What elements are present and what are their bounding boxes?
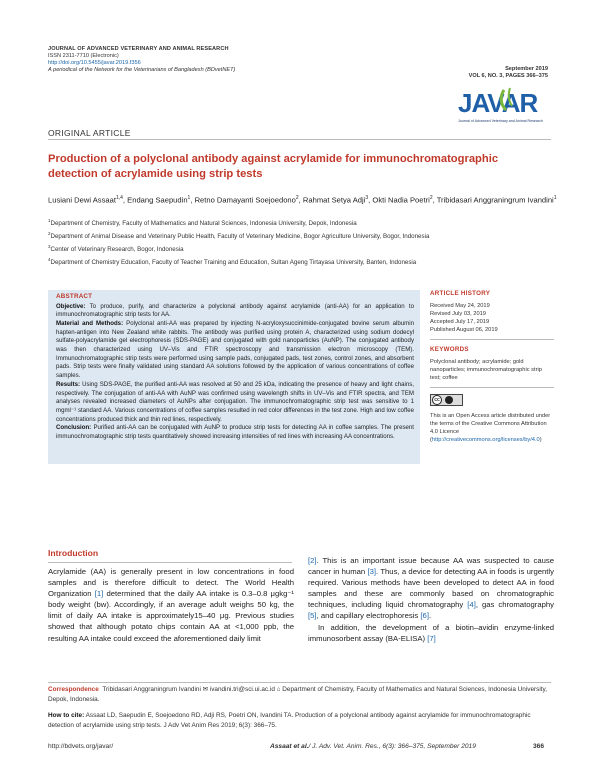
affiliation-number: 2 bbox=[48, 231, 51, 237]
ref-link[interactable]: [5] bbox=[308, 611, 317, 621]
by-icon bbox=[445, 396, 453, 404]
ref-link[interactable]: [4] bbox=[467, 600, 476, 610]
author-affiliation-mark: 3 bbox=[365, 195, 369, 201]
divider bbox=[430, 339, 554, 340]
correspondence-text: Tribidasari Anggraningrum Ivandini ✉ ivandini.tri@sci.ui.ac.id ⌂ Department of Chemistry, Faculty of Mathematics and Natural Sciences, Indonesia University, Depok, Indonesia. bbox=[48, 686, 548, 703]
keywords-text: Polyclonal antibody; acrylamide; gold nanoparticles; immunochromatographic strip test; coffee bbox=[430, 359, 542, 381]
author-name: Tribidasari Anggraningrum Ivandini bbox=[436, 195, 554, 205]
affiliation-list bbox=[48, 216, 558, 268]
author-name: Lusiani Dewi Assaat bbox=[48, 195, 116, 205]
footer-url[interactable]: http://bdvets.org/javar/ bbox=[48, 743, 114, 750]
conclusion-label: Conclusion: bbox=[56, 424, 92, 432]
abstract-body bbox=[56, 303, 414, 442]
ref-link[interactable]: [7] bbox=[427, 633, 436, 643]
objective-text: To produce, purify, and characterize a polyclonal antibody against acrylamide (anti-AA) for an application to immunochromatographic strip tests for AA. bbox=[56, 302, 414, 319]
revised-date: Revised July 03, 2019 bbox=[430, 311, 486, 317]
affiliation-text: Department of Chemistry, Faculty of Mathematics and Natural Sciences, Indonesia University, Depok, Indonesia bbox=[50, 220, 357, 228]
affiliation-item bbox=[48, 229, 558, 242]
periodical-line: A periodical of the Network for the Veterinarians of Bangladesh (BDvetNET) bbox=[48, 67, 236, 73]
article-type: ORIGINAL ARTICLE bbox=[48, 128, 131, 138]
footer-citation bbox=[270, 743, 476, 750]
intro-paragraph bbox=[308, 622, 554, 644]
accepted-date: Accepted July 17, 2019 bbox=[430, 319, 490, 325]
ref-link[interactable]: [6] bbox=[420, 611, 429, 621]
how-to-cite-text: Assaat LD, Saepudin E, Soejoedono RD, Adji RS, Poetri ON, Ivandini TA. Production of a polyclonal antibody against acrylamide for immunochromatographic detection of acrylamide using strip tests. J Adv Vet Anim Res 2019; 6(3): 366–75. bbox=[48, 712, 531, 729]
correspondence bbox=[48, 685, 554, 704]
ref-link[interactable]: [2] bbox=[308, 556, 317, 565]
objective-label: Objective: bbox=[56, 302, 86, 310]
how-to-cite-label: How to cite: bbox=[48, 712, 85, 719]
issue-date: September 2019 bbox=[505, 66, 548, 72]
svg-text:JAVAR: JAVAR bbox=[458, 88, 538, 118]
published-date: Published August 06, 2019 bbox=[430, 327, 498, 333]
page-number: 366 bbox=[533, 743, 545, 750]
divider bbox=[430, 387, 554, 388]
affiliation-text: Department of Chemistry Education, Faculty of Teacher Training and Education, Sultan Ageng Tirtayasa University, Banten, Indonesia bbox=[50, 259, 417, 267]
affiliation-text: Department of Animal Disease and Veterinary Public Health, Faculty of Veterinary Medicine, Bogor Agriculture University, Bogor, Indonesia bbox=[50, 233, 430, 241]
conclusion-text: Purified anti-AA can be conjugated with AuNP to produce strip tests for detecting AA in coffee samples. The present immunochromatographic strip tests quantitatively showed increasing intensities of red lines with increasing AA concentrations. bbox=[56, 424, 414, 441]
license-text bbox=[430, 412, 554, 444]
abstract-box bbox=[48, 290, 420, 464]
author-affiliation-mark: 2 bbox=[429, 195, 433, 201]
divider bbox=[48, 562, 292, 563]
results-label: Results: bbox=[56, 380, 81, 388]
intro-text: . This is an important issue because AA was suspected to cause cancer in human bbox=[308, 556, 554, 577]
affiliation-item bbox=[48, 255, 558, 268]
history-heading: ARTICLE HISTORY bbox=[430, 290, 491, 297]
affiliation-number: 4 bbox=[48, 257, 51, 263]
author-name: Okti Nadia Poetri bbox=[372, 195, 430, 205]
intro-text: . bbox=[428, 611, 432, 621]
author-list: Lusiani Dewi Assaat$^{1,4}$, Endang Saepudin$^1$, Retno Damayanti Soejoedono$^2$, Rahmat Setya Adji$^3$, Okti Nadia Poetri$^2$, Tribidasari Anggraningrum Ivandini$^1$ bbox=[48, 195, 557, 205]
keywords-heading: KEYWORDS bbox=[430, 346, 469, 353]
methods-label: Material and Methods: bbox=[56, 319, 124, 327]
article-title: Production of a polyclonal antibody against acrylamide for immunochromatographic detection of acrylamide using strip tests bbox=[48, 153, 499, 180]
author-affiliation-mark: 1,4 bbox=[115, 195, 123, 201]
svg-text:Journal of Advanced Veterinary: Journal of Advanced Veterinary and Animal Research bbox=[458, 119, 543, 123]
issue-info bbox=[388, 66, 548, 80]
affiliation-item bbox=[48, 216, 558, 229]
abstract-heading: ABSTRACT bbox=[56, 293, 93, 300]
cc-icon: cc bbox=[432, 395, 442, 405]
author-name: Retno Damayanti Soejoedono bbox=[194, 195, 296, 205]
ref-link[interactable]: [1] bbox=[94, 589, 104, 599]
license-link[interactable]: http://creativecommons.org/licenses/by/4.0 bbox=[431, 437, 540, 443]
abstract-objective bbox=[56, 303, 414, 320]
intro-heading: Introduction bbox=[48, 548, 99, 558]
divider bbox=[48, 682, 551, 683]
intro-column-left bbox=[48, 566, 294, 644]
intro-text: determined that the daily AA intake is 0.3–0.8 μgkg⁻¹ body weight (bw). Accordingly, if an average adult weighs 50 kg, the limit of daily AA intake is approximately15–40 μg. Previous studies showed that although potato chips contain AA at <1,000 ppb, the resulting AA intake could exceed the aforementioned daily limit bbox=[48, 589, 294, 643]
javar-logo bbox=[454, 84, 550, 132]
intro-paragraph bbox=[308, 555, 554, 622]
doi-link[interactable]: http://doi.org/10.5455/javar.2019.f356 bbox=[48, 60, 141, 66]
intro-column-right bbox=[308, 555, 554, 644]
intro-text: , and capillary electrophoresis bbox=[316, 611, 421, 621]
results-text: Using SDS-PAGE, the purified anti-AA was resolved at 50 and 25 kDa, indicating the presence of heavy and light chains, respectively. The conjugation of anti-AA with AuNP was confirmed using wavelength shifts in UV–Vis and FTIR spectra, and TEM analyses revealed increased diameters of AuNPs after conjugation. The immunochromatographic strip test was sensitive to 1 mgml⁻¹ standard AA. Various concentrations of coffee samples resulted in red color differences in the test zone. High and low coffee concentrations produced thick and thin red lines, respectively. bbox=[56, 380, 414, 423]
side-panel bbox=[430, 290, 554, 444]
issn: ISSN 2311-7710 (Electronic) bbox=[48, 53, 119, 59]
author-name: Endang Saepudin bbox=[127, 195, 188, 205]
methods-text: Polyclonal anti-AA was prepared by injecting N-acryloxysuccinimide-conjugated bovine serum albumin hapten-antigen into New Zealand white rabbits. The antibody was purified using protein A, characterized using sodium dodecyl sulfate-polyacrylamide gel electrophoresis (SDS-PAGE) and conjugated with gold nanoparticles (AuNP). The conjugated antibody was then characterized using UV–Vis and FTIR spectroscopy and transmission electron microscopy (TEM). Immunochromatographic strip tests were performed using sample pads, conjugated pads, test zones, control zones, and absorbent pads. Strip tests were finally validated using standard AA solutions followed by the application of various concentrations of coffee samples. bbox=[56, 319, 414, 380]
journal-name: JOURNAL OF ADVANCED VETERINARY AND ANIMAL RESEARCH bbox=[48, 46, 229, 52]
ref-link[interactable]: [3] bbox=[367, 567, 377, 577]
footer-journal: / J. Adv. Vet. Anim. Res., 6(3): 366–375, September 2019 bbox=[308, 743, 476, 750]
abstract-methods bbox=[56, 320, 414, 381]
footer-authors: Assaat et al. bbox=[270, 743, 309, 750]
license-pre: This is an Open Access article distributed under the terms of the Creative Commons Attribution 4.0 Licence ( bbox=[430, 413, 551, 443]
received-date: Received May 24, 2019 bbox=[430, 303, 490, 309]
author-affiliation-mark: 1 bbox=[187, 195, 191, 201]
journal-header bbox=[48, 46, 378, 74]
correspondence-label: Correspondence bbox=[48, 686, 99, 693]
cc-by-icon[interactable] bbox=[430, 394, 463, 406]
intro-text: In addition, the development of a biotin–avidin enzyme-linked immunosorbent assay (BA-ELISA) bbox=[308, 622, 554, 643]
divider bbox=[48, 139, 551, 140]
license-post: ) bbox=[539, 437, 542, 443]
affiliation-number: 3 bbox=[48, 244, 51, 250]
intro-text: Acrylamide (AA) is generally present in low concentrations in food samples and is therefore difficult to detect. The World Health Organization bbox=[48, 567, 294, 599]
how-to-cite bbox=[48, 711, 554, 730]
abstract-conclusion bbox=[56, 424, 414, 441]
affiliation-number: 1 bbox=[48, 218, 51, 223]
issue-volume: VOL 6, NO. 3, PAGES 366–375 bbox=[468, 73, 548, 79]
abstract-results bbox=[56, 381, 414, 425]
author-affiliation-mark: 1 bbox=[553, 195, 557, 201]
author-affiliation-mark: 2 bbox=[295, 195, 299, 201]
author-name: Rahmat Setya Adji bbox=[302, 195, 366, 205]
intro-text: . Thus, a device for detecting AA in foods is urgently required. Various methods have been developed to detect AA in food samples and these are commonly based on chromatographic techniques, including liquid chromatography bbox=[308, 567, 554, 610]
intro-text: , gas chromatography bbox=[475, 600, 554, 610]
affiliation-text: Center of Veterinary Research, Bogor, Indonesia bbox=[50, 246, 184, 254]
affiliation-item bbox=[48, 242, 558, 255]
